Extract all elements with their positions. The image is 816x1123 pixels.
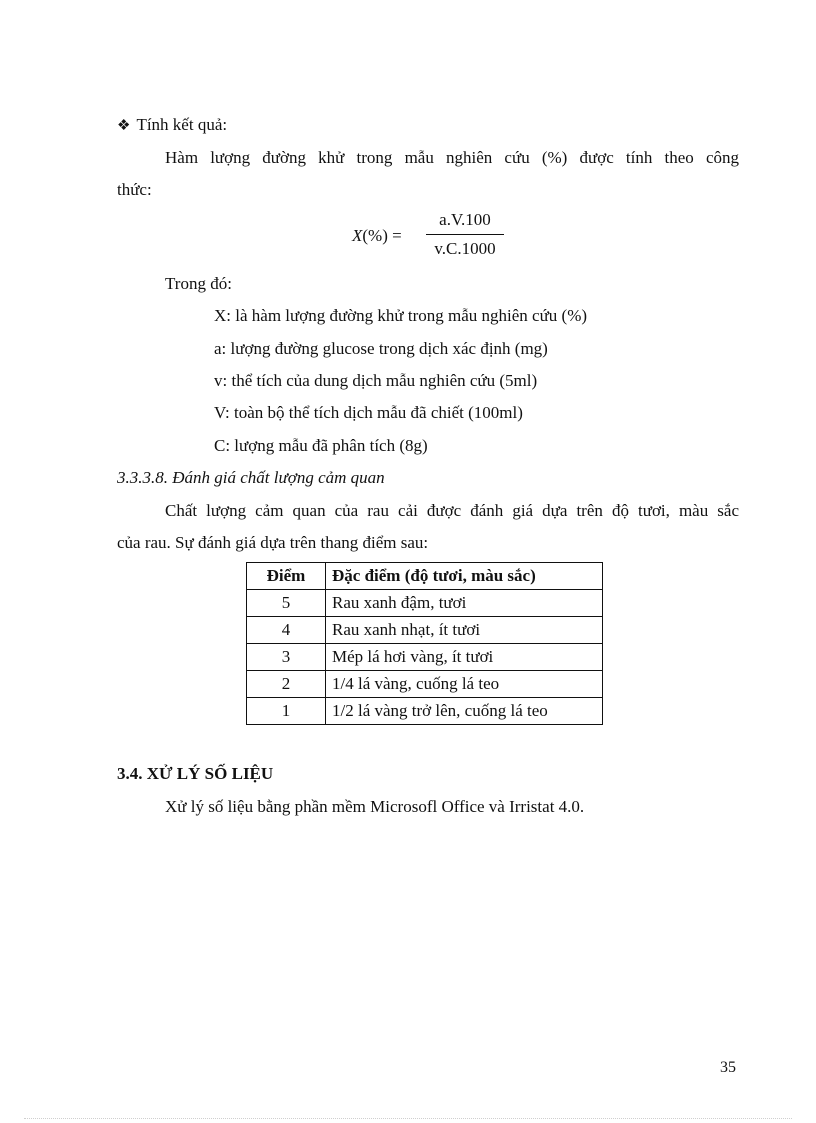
legend-title: Trong đó: xyxy=(165,274,232,293)
table-header-row xyxy=(247,563,603,590)
sensory-heading: 3.3.3.8. Đánh giá chất lượng cảm quan xyxy=(117,468,385,487)
description-cell: 1/2 lá vàng trở lên, cuống lá teo xyxy=(326,698,603,725)
description-cell: Rau xanh nhạt, ít tươi xyxy=(326,617,603,644)
formula-fraction xyxy=(426,208,504,261)
formula-lhs-variable: X xyxy=(352,226,363,245)
description-cell: Mép lá hơi vàng, ít tươi xyxy=(326,644,603,671)
data-processing-heading: 3.4. XỬ LÝ SỐ LIỆU xyxy=(117,764,274,783)
intro-line-2: thức: xyxy=(117,180,152,199)
formula-denominator: v.C.1000 xyxy=(434,239,496,258)
formula-lhs-rest: (%) = xyxy=(362,226,402,245)
sensory-para-line-1: Chất lượng cảm quan của rau cải được đánh giá dựa trên độ tươi, màu sắc xyxy=(165,501,739,520)
table-row xyxy=(247,644,603,671)
table-row xyxy=(247,698,603,725)
intro-line-1: Hàm lượng đường khử trong mẫu nghiên cứu (%) được tính theo công xyxy=(165,148,739,167)
formula-numerator: a.V.100 xyxy=(439,210,491,229)
formula-lhs xyxy=(352,226,402,246)
score-cell: 2 xyxy=(247,671,326,698)
table-row xyxy=(247,671,603,698)
page-bottom-rule xyxy=(24,1118,792,1119)
description-cell: Rau xanh đậm, tươi xyxy=(326,590,603,617)
page-number: 35 xyxy=(720,1059,736,1076)
score-cell: 1 xyxy=(247,698,326,725)
score-cell: 4 xyxy=(247,617,326,644)
legend-item: v: thể tích của dung dịch mẫu nghiên cứu (5ml) xyxy=(214,371,538,390)
legend-item: a: lượng đường glucose trong dịch xác định (mg) xyxy=(214,339,548,358)
sensory-para-line-2: của rau. Sự đánh giá dựa trên thang điểm sau: xyxy=(117,533,429,552)
header-score: Điểm xyxy=(247,563,326,590)
table-row xyxy=(247,617,603,644)
legend-item: C: lượng mẫu đã phân tích (8g) xyxy=(214,436,428,455)
sensory-score-table xyxy=(246,562,603,725)
result-title: Tính kết quả: xyxy=(136,115,228,134)
legend-item: X: là hàm lượng đường khử trong mẫu nghiên cứu (%) xyxy=(214,306,588,325)
legend-item: V: toàn bộ thể tích dịch mẫu đã chiết (100ml) xyxy=(214,403,523,422)
data-processing-text: Xử lý số liệu bằng phần mềm Microsofl Office và Irristat 4.0. xyxy=(165,797,585,816)
score-cell: 3 xyxy=(247,644,326,671)
formula xyxy=(352,208,512,264)
table-row xyxy=(247,590,603,617)
fraction-bar xyxy=(426,234,504,235)
score-cell: 5 xyxy=(247,590,326,617)
four-diamond-icon: ❖ xyxy=(117,118,131,134)
header-description: Đặc điểm (độ tươi, màu sắc) xyxy=(326,563,603,590)
result-title-line xyxy=(117,114,227,137)
description-cell: 1/4 lá vàng, cuống lá teo xyxy=(326,671,603,698)
